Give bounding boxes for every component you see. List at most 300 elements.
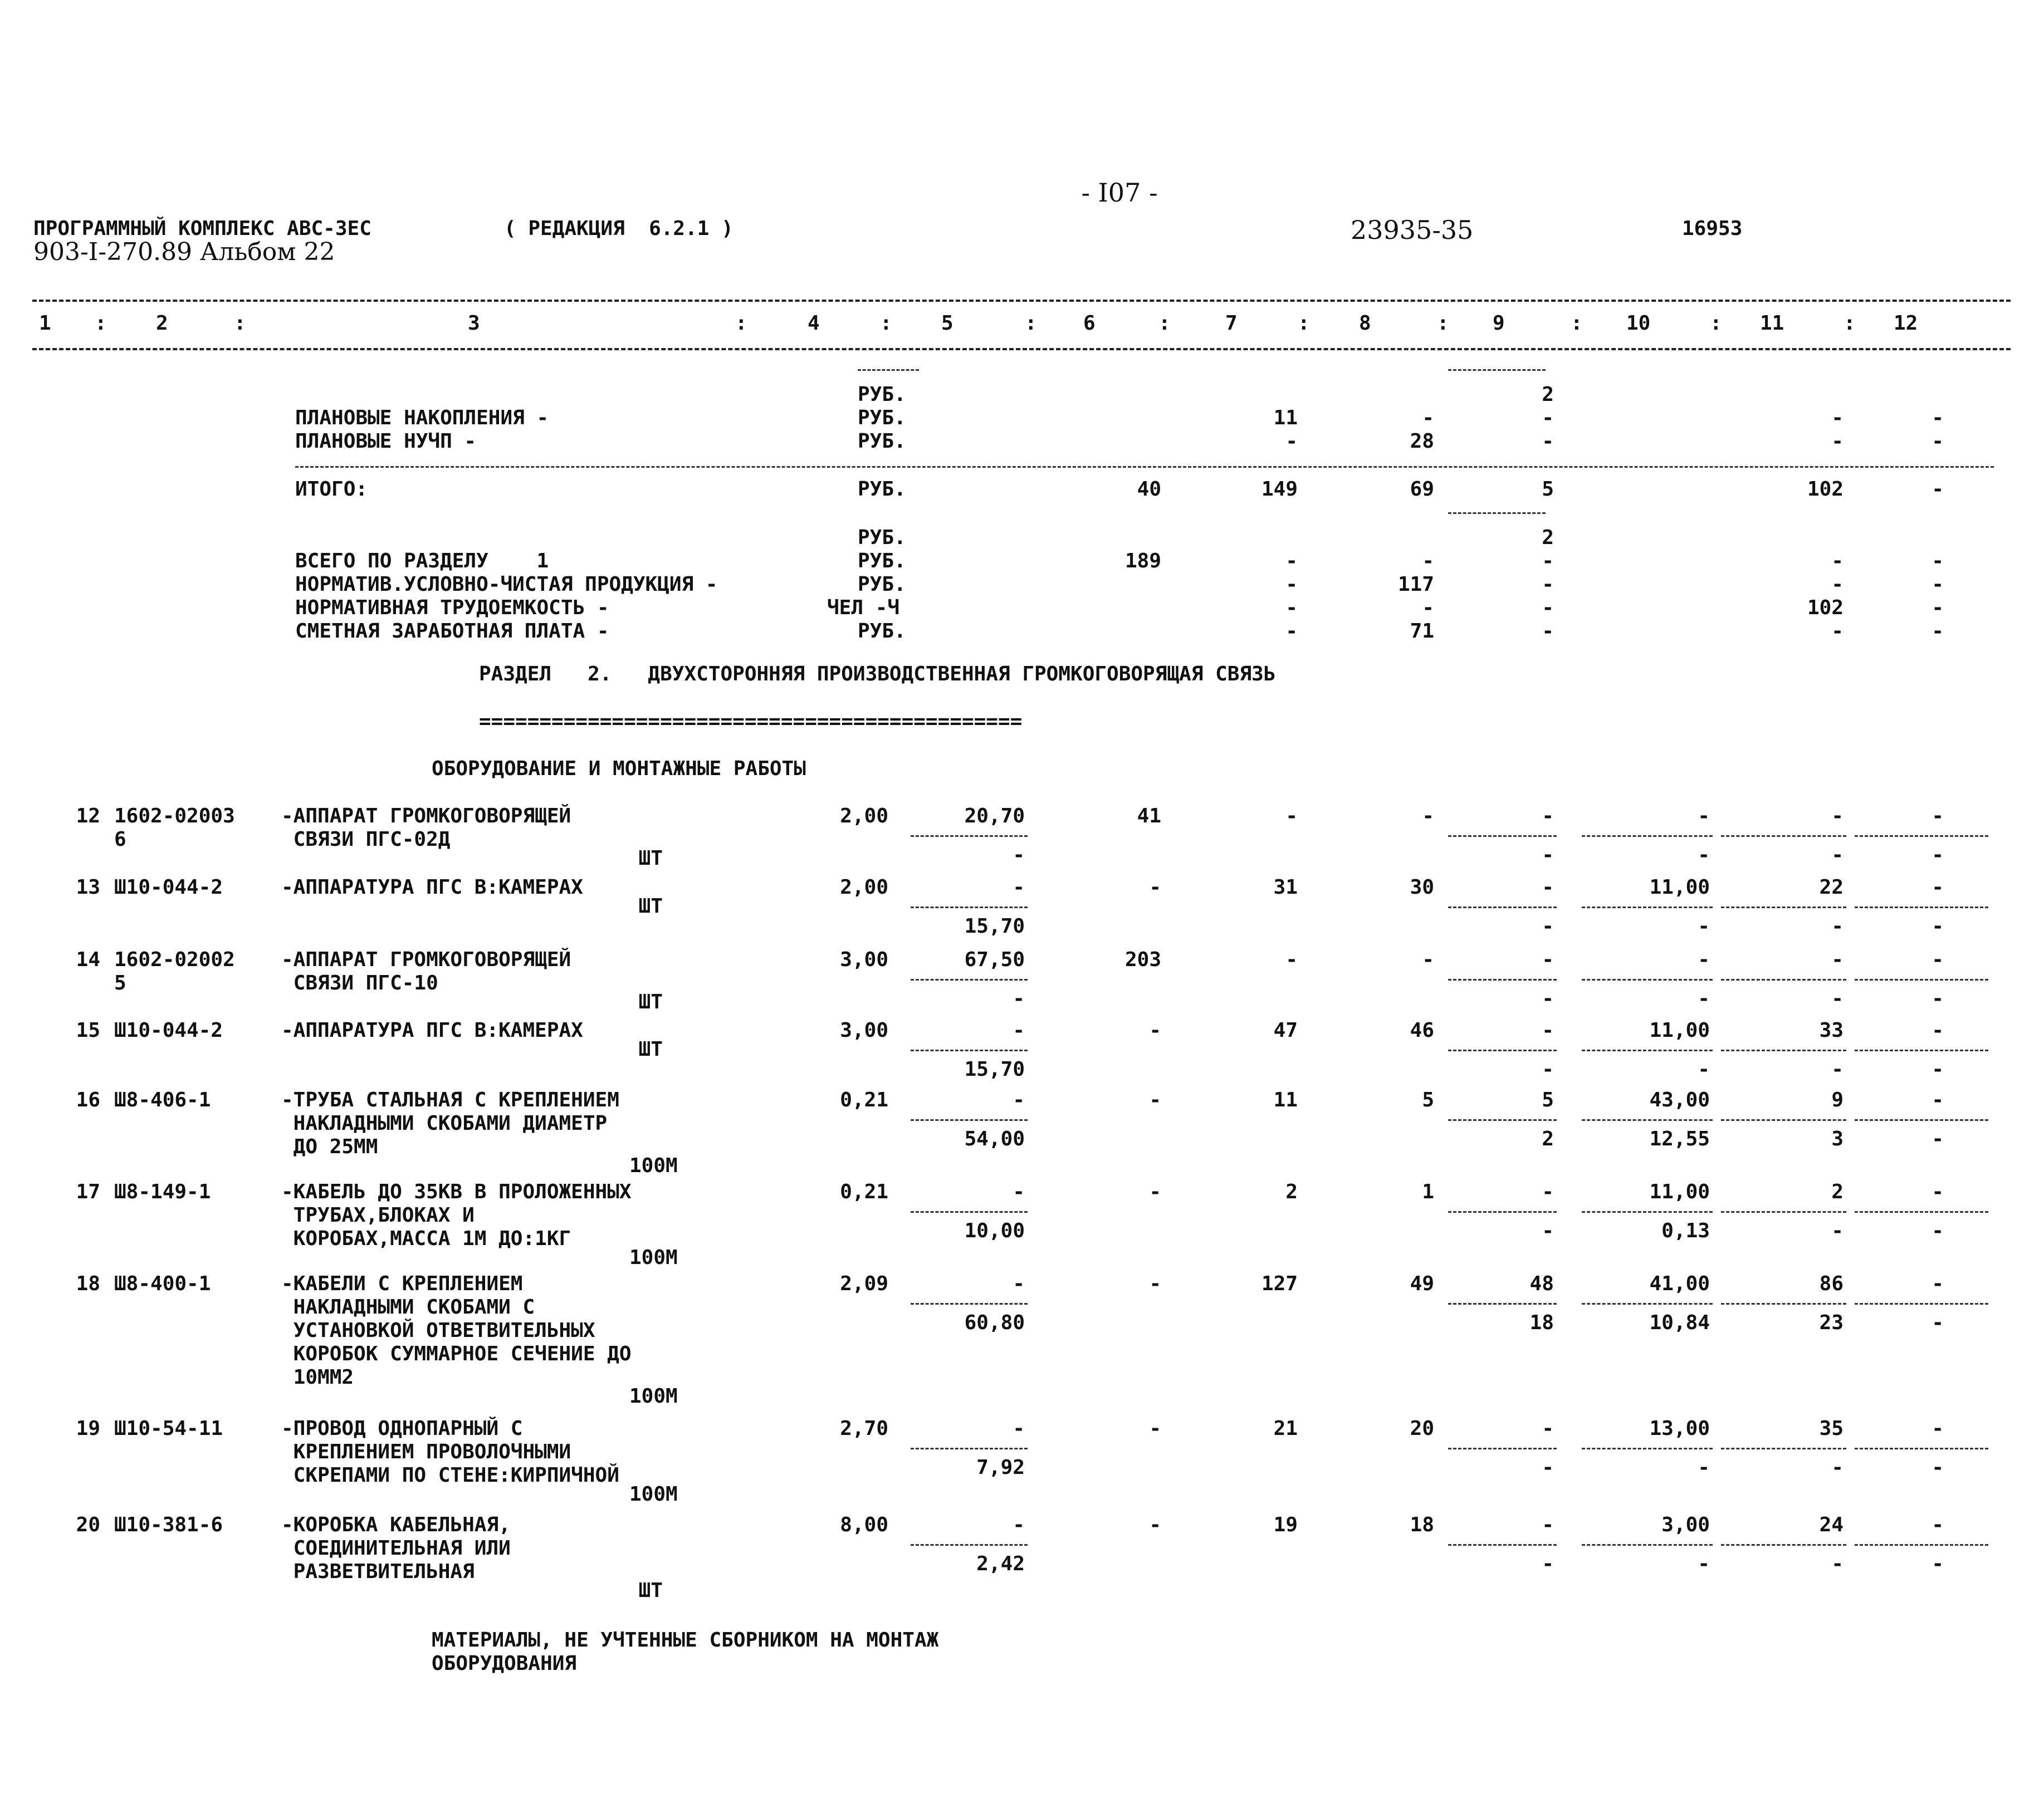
price-rule xyxy=(911,1119,1028,1121)
item-value-c10b: 0,13 xyxy=(1661,1219,1710,1242)
item-value-c9b: - xyxy=(1542,1219,1554,1242)
item-price-sub: 54,00 xyxy=(964,1128,1025,1150)
item-value-c10: 3,00 xyxy=(1661,1513,1710,1536)
item-value-c11: 33 xyxy=(1819,1019,1843,1042)
item-value-c11: 2 xyxy=(1831,1180,1843,1203)
col12-rule xyxy=(1855,1303,1988,1305)
col9-rule xyxy=(1448,1544,1557,1546)
item-price-sub: 7,92 xyxy=(976,1456,1025,1479)
price-rule xyxy=(911,1448,1028,1449)
col10-rule xyxy=(1582,979,1713,981)
section-summary-label: ВСЕГО ПО РАЗДЕЛУ 1 xyxy=(295,550,549,572)
unit-rule xyxy=(858,369,919,371)
stamp-code: 23935-35 xyxy=(1351,215,1474,245)
item-code: Ш8-149-1 xyxy=(114,1180,211,1203)
item-value-c8: 5 xyxy=(1422,1089,1434,1111)
section-summary-unit: РУБ. xyxy=(858,573,906,596)
item-unit: 100М xyxy=(629,1154,678,1177)
column-header-6: 6 xyxy=(1083,312,1096,335)
document-number: 16953 xyxy=(1682,217,1743,240)
item-number: 18 xyxy=(76,1272,100,1295)
item-value-c11b: - xyxy=(1831,1456,1843,1479)
item-quantity: 8,00 xyxy=(840,1513,888,1536)
summary-unit: РУБ. xyxy=(858,406,906,429)
section-summary-value-c9: - xyxy=(1542,620,1554,643)
section-summary-value-c11: 102 xyxy=(1807,596,1843,619)
column-header-3: 3 xyxy=(468,312,480,335)
item-value-c12: - xyxy=(1931,1089,1944,1111)
item-description: СКРЕПАМИ ПО СТЕНЕ:КИРПИЧНОЙ xyxy=(281,1464,619,1487)
item-value-c11b: - xyxy=(1831,987,1843,1010)
price-rule xyxy=(911,1303,1028,1305)
column-separator: : xyxy=(234,312,246,335)
item-price-sub: 60,80 xyxy=(964,1311,1025,1334)
item-value-c6: - xyxy=(1149,1272,1161,1295)
item-value-c9: 5 xyxy=(1542,1089,1554,1111)
item-value-c9b: - xyxy=(1542,987,1554,1010)
item-value-c11: - xyxy=(1831,948,1843,971)
item-description: НАКЛАДНЫМИ СКОБАМИ ДИАМЕТР xyxy=(281,1112,608,1135)
item-value-c10: 11,00 xyxy=(1649,1019,1710,1042)
item-description: СОЕДИНИТЕЛЬНАЯ ИЛИ xyxy=(281,1537,511,1560)
column-separator: : xyxy=(1025,312,1037,335)
column-separator: : xyxy=(1158,312,1171,335)
column-separator: : xyxy=(1710,312,1722,335)
col9-rule xyxy=(1448,1448,1557,1449)
page-number: - I07 - xyxy=(1081,178,1158,208)
summary-value-c11: - xyxy=(1831,406,1843,429)
col10-rule xyxy=(1582,1119,1713,1121)
item-value-c12: - xyxy=(1931,1513,1944,1536)
item-price: 20,70 xyxy=(964,805,1025,827)
column-separator: : xyxy=(880,312,892,335)
section-underline: ============================================= xyxy=(479,710,1023,733)
item-value-c9: - xyxy=(1542,876,1554,899)
item-description: СВЯЗИ ПГС-10 xyxy=(281,972,438,994)
item-value-c7: 11 xyxy=(1273,1089,1298,1111)
summary-label: ПЛАНОВЫЕ НАКОПЛЕНИЯ - xyxy=(295,406,549,429)
col12-rule xyxy=(1855,1544,1988,1546)
item-value-c10: 13,00 xyxy=(1649,1417,1710,1440)
item-price-sub: - xyxy=(1013,844,1025,866)
item-quantity: 3,00 xyxy=(840,1019,888,1042)
item-value-c7: 19 xyxy=(1273,1513,1298,1536)
item-value-c11b: 3 xyxy=(1831,1128,1843,1150)
col11-rule xyxy=(1721,1448,1846,1449)
price-rule xyxy=(911,1544,1028,1546)
item-value-c12: - xyxy=(1931,805,1944,827)
item-quantity: 2,70 xyxy=(840,1417,888,1440)
section-summary-value-c7: - xyxy=(1285,596,1298,619)
item-unit: ШТ xyxy=(638,895,663,918)
price-rule xyxy=(911,1050,1028,1051)
item-description: -ПРОВОД ОДНОПАРНЫЙ С xyxy=(281,1417,523,1440)
section-summary-value-c9: - xyxy=(1542,550,1554,572)
item-unit: 100М xyxy=(629,1385,678,1408)
item-value-c12: - xyxy=(1931,1180,1944,1203)
item-value-c11b: - xyxy=(1831,1552,1843,1575)
summary-value-c12: - xyxy=(1931,406,1944,429)
item-value-c9b: - xyxy=(1542,1456,1554,1479)
column-separator: : xyxy=(95,312,107,335)
item-value-c11b: - xyxy=(1831,915,1843,938)
column-header-9: 9 xyxy=(1493,312,1505,335)
col9-rule xyxy=(1448,907,1557,908)
item-value-c10: 43,00 xyxy=(1649,1089,1710,1111)
col9-rule xyxy=(1448,1119,1557,1121)
column-separator: : xyxy=(1843,312,1856,335)
section-summary-value-c8: - xyxy=(1422,550,1434,572)
col9-rule xyxy=(1448,1303,1557,1305)
item-value-c12b: - xyxy=(1931,987,1944,1010)
item-code: Ш8-400-1 xyxy=(114,1272,211,1295)
item-quantity: 2,00 xyxy=(840,876,888,899)
price-rule xyxy=(911,835,1028,837)
item-value-c11: 24 xyxy=(1819,1513,1843,1536)
col9-rule xyxy=(1448,369,1546,371)
item-value-c10b: - xyxy=(1698,987,1710,1010)
item-value-c9b: - xyxy=(1542,1058,1554,1081)
item-value-c11: - xyxy=(1831,805,1843,827)
item-value-c8: - xyxy=(1422,805,1434,827)
column-separator: : xyxy=(1437,312,1449,335)
item-value-c12b: - xyxy=(1931,915,1944,938)
section-summary-value-c11: - xyxy=(1831,550,1843,572)
item-value-c10: - xyxy=(1698,805,1710,827)
item-value-c10b: - xyxy=(1698,844,1710,866)
col11-rule xyxy=(1721,1211,1846,1213)
col11-rule xyxy=(1721,979,1846,981)
item-value-c10: 41,00 xyxy=(1649,1272,1710,1295)
item-description: -АППАРАТ ГРОМКОГОВОРЯЩЕЙ xyxy=(281,805,571,827)
price-rule xyxy=(911,1211,1028,1213)
itogo-value-c8: 69 xyxy=(1410,478,1434,501)
section-summary-value-c8: 71 xyxy=(1410,620,1434,643)
item-price: - xyxy=(1013,876,1025,899)
item-value-c6: - xyxy=(1149,1089,1161,1111)
item-value-c11: 86 xyxy=(1819,1272,1843,1295)
item-number: 12 xyxy=(76,805,100,827)
item-number: 14 xyxy=(76,948,100,971)
item-quantity: 0,21 xyxy=(840,1089,888,1111)
item-unit: 100М xyxy=(629,1246,678,1269)
item-value-c7: 21 xyxy=(1273,1417,1298,1440)
col11-rule xyxy=(1721,1050,1846,1051)
section-summary-unit: РУБ. xyxy=(858,620,906,643)
item-price: - xyxy=(1013,1019,1025,1042)
item-description: 10ММ2 xyxy=(281,1366,354,1389)
summary-value-c8: - xyxy=(1422,406,1434,429)
section-summary-value-c8: 117 xyxy=(1397,573,1434,596)
item-description: НАКЛАДНЫМИ СКОБАМИ С xyxy=(281,1296,535,1319)
section-summary-value-c7: - xyxy=(1285,620,1298,643)
item-value-c8: 49 xyxy=(1410,1272,1434,1295)
item-value-c10: - xyxy=(1698,948,1710,971)
col12-rule xyxy=(1855,907,1988,908)
item-unit: ШТ xyxy=(638,1038,663,1061)
item-description: РАЗВЕТВИТЕЛЬНАЯ xyxy=(281,1560,475,1583)
item-number: 15 xyxy=(76,1019,100,1042)
item-price-sub: 15,70 xyxy=(964,915,1025,938)
col12-rule xyxy=(1855,1211,1988,1213)
col12-rule xyxy=(1855,1448,1988,1449)
col9-rule xyxy=(1448,835,1557,837)
item-price-sub: - xyxy=(1013,987,1025,1010)
col10-rule xyxy=(1582,1544,1713,1546)
section-summary-value-c12: - xyxy=(1931,550,1944,572)
item-value-c7: - xyxy=(1285,948,1298,971)
item-value-c10b: - xyxy=(1698,1456,1710,1479)
section-summary-value-c8: - xyxy=(1422,596,1434,619)
itogo-value-c9: 5 xyxy=(1542,478,1554,501)
itogo-unit: РУБ. xyxy=(858,478,906,501)
item-quantity: 0,21 xyxy=(840,1180,888,1203)
item-description: СВЯЗИ ПГС-02Д xyxy=(281,828,451,851)
price-rule xyxy=(911,979,1028,981)
summary-unit: РУБ. xyxy=(858,383,906,406)
item-value-c10b: - xyxy=(1698,915,1710,938)
summary-value-c7: 11 xyxy=(1273,406,1298,429)
item-value-c12b: - xyxy=(1931,1456,1944,1479)
item-value-c12: - xyxy=(1931,948,1944,971)
item-value-c10b: - xyxy=(1698,1058,1710,1081)
item-value-c8: - xyxy=(1422,948,1434,971)
col11-rule xyxy=(1721,1119,1846,1121)
col10-rule xyxy=(1582,907,1713,908)
item-value-c8: 1 xyxy=(1422,1180,1434,1203)
item-value-c6: - xyxy=(1149,1180,1161,1203)
section-summary-unit: РУБ. xyxy=(858,550,906,572)
col10-rule xyxy=(1582,1303,1713,1305)
section-summary-unit: РУБ. xyxy=(858,526,906,549)
itogo-value-c11: 102 xyxy=(1807,478,1843,501)
item-code: Ш10-54-11 xyxy=(114,1417,223,1440)
header-rule-top xyxy=(32,300,2011,302)
item-price-sub: 10,00 xyxy=(964,1219,1025,1242)
column-separator: : xyxy=(1298,312,1310,335)
itogo-label: ИТОГО: xyxy=(295,478,368,501)
item-value-c12: - xyxy=(1931,1272,1944,1295)
item-value-c7: 47 xyxy=(1273,1019,1298,1042)
item-value-c9: - xyxy=(1542,948,1554,971)
item-value-c12b: - xyxy=(1931,1552,1944,1575)
item-description: -ТРУБА СТАЛЬНАЯ С КРЕПЛЕНИЕМ xyxy=(281,1089,619,1111)
col9-rule xyxy=(1448,1211,1557,1213)
section-summary-value-c12: - xyxy=(1931,573,1944,596)
item-value-c12b: - xyxy=(1931,1058,1944,1081)
summary-value-c8: 28 xyxy=(1410,430,1434,453)
item-code: 1602-02002 xyxy=(114,948,235,971)
itogo-rule xyxy=(295,466,1994,468)
col9-rule xyxy=(1448,1050,1557,1051)
column-separator: : xyxy=(1571,312,1583,335)
col11-rule xyxy=(1721,835,1846,837)
item-description: КОРОБОК СУММАРНОЕ СЕЧЕНИЕ ДО xyxy=(281,1343,632,1365)
item-unit: ШТ xyxy=(638,991,663,1013)
item-value-c6: - xyxy=(1149,1417,1161,1440)
item-value-c12b: - xyxy=(1931,1128,1944,1150)
item-code: 1602-02003 xyxy=(114,805,235,827)
item-value-c6: 41 xyxy=(1137,805,1161,827)
column-separator: : xyxy=(735,312,747,335)
item-price: - xyxy=(1013,1417,1025,1440)
column-header-8: 8 xyxy=(1359,312,1371,335)
item-value-c9b: 18 xyxy=(1529,1311,1554,1334)
item-value-c11: 35 xyxy=(1819,1417,1843,1440)
item-description: КОРОБАХ,МАССА 1М ДО:1КГ xyxy=(281,1227,571,1250)
item-quantity: 3,00 xyxy=(840,948,888,971)
item-value-c10b: 10,84 xyxy=(1649,1311,1710,1334)
item-description: -КАБЕЛИ С КРЕПЛЕНИЕМ xyxy=(281,1272,523,1295)
item-quantity: 2,00 xyxy=(840,805,888,827)
header-rule-bottom xyxy=(32,348,2011,350)
item-code-suffix: 6 xyxy=(114,828,126,851)
item-quantity: 2,09 xyxy=(840,1272,888,1295)
column-header-4: 4 xyxy=(808,312,820,335)
item-value-c11b: - xyxy=(1831,1219,1843,1242)
item-value-c9: - xyxy=(1542,1417,1554,1440)
column-header-2: 2 xyxy=(156,312,168,335)
item-value-c9: - xyxy=(1542,1180,1554,1203)
item-price: 67,50 xyxy=(964,948,1025,971)
col12-rule xyxy=(1855,835,1988,837)
col12-rule xyxy=(1855,979,1988,981)
document-reference: 903-I-270.89 Альбом 22 xyxy=(33,238,335,266)
col10-rule xyxy=(1582,1448,1713,1449)
item-value-c9b: - xyxy=(1542,1552,1554,1575)
summary-value-c9: - xyxy=(1542,406,1554,429)
col11-rule xyxy=(1721,907,1846,908)
section-summary-value-c7: - xyxy=(1285,573,1298,596)
item-unit: ШТ xyxy=(638,847,663,870)
summary-value-c9: - xyxy=(1542,430,1554,453)
item-description: -КАБЕЛЬ ДО 35КВ В ПРОЛОЖЕННЫХ xyxy=(281,1180,632,1203)
summary-label: ПЛАНОВЫЕ НУЧП - xyxy=(295,430,477,453)
summary-value-c12: - xyxy=(1931,430,1944,453)
item-number: 19 xyxy=(76,1417,100,1440)
summary-value-c7: - xyxy=(1285,430,1298,453)
col9-rule xyxy=(1448,979,1557,981)
col10-rule xyxy=(1582,1211,1713,1213)
item-value-c7: 31 xyxy=(1273,876,1298,899)
item-value-c6: - xyxy=(1149,1513,1161,1536)
item-code: Ш8-406-1 xyxy=(114,1089,211,1111)
item-description: -КОРОБКА КАБЕЛЬНАЯ, xyxy=(281,1513,511,1536)
item-value-c8: 20 xyxy=(1410,1417,1434,1440)
item-value-c12: - xyxy=(1931,1019,1944,1042)
item-value-c10: 11,00 xyxy=(1649,876,1710,899)
col12-rule xyxy=(1855,1119,1988,1121)
item-value-c11: 9 xyxy=(1831,1089,1843,1111)
item-price: - xyxy=(1013,1089,1025,1111)
column-header-5: 5 xyxy=(941,312,953,335)
itogo-value-c7: 149 xyxy=(1261,478,1298,501)
item-value-c12b: - xyxy=(1931,844,1944,866)
item-description: КРЕПЛЕНИЕМ ПРОВОЛОЧНЫМИ xyxy=(281,1441,571,1463)
section-summary-value-c9: 2 xyxy=(1542,526,1554,549)
item-price: - xyxy=(1013,1180,1025,1203)
item-value-c8: 46 xyxy=(1410,1019,1434,1042)
item-value-c6: 203 xyxy=(1124,948,1161,971)
section-summary-value-c9: - xyxy=(1542,573,1554,596)
item-number: 13 xyxy=(76,876,100,899)
item-description: -АППАРАТ ГРОМКОГОВОРЯЩЕЙ xyxy=(281,948,571,971)
item-value-c7: 2 xyxy=(1285,1180,1298,1203)
column-header-1: 1 xyxy=(39,312,51,335)
item-description: -АППАРАТУРА ПГС В:КАМЕРАХ xyxy=(281,1019,583,1042)
item-number: 20 xyxy=(76,1513,100,1536)
section-summary-value-c12: - xyxy=(1931,620,1944,643)
item-description: УСТАНОВКОЙ ОТВЕТВИТЕЛЬНЫХ xyxy=(281,1319,595,1342)
item-value-c10: 11,00 xyxy=(1649,1180,1710,1203)
section-summary-label: НОРМАТИВНАЯ ТРУДОЕМКОСТЬ - xyxy=(295,596,609,619)
column-header-11: 11 xyxy=(1760,312,1784,335)
column-header-7: 7 xyxy=(1225,312,1238,335)
section-summary-unit: ЧЕЛ -Ч xyxy=(827,596,900,619)
section-summary-value-c11: - xyxy=(1831,573,1843,596)
item-value-c9b: 2 xyxy=(1542,1128,1554,1150)
item-price-sub: 15,70 xyxy=(964,1058,1025,1081)
item-value-c11b: - xyxy=(1831,844,1843,866)
item-unit: 100М xyxy=(629,1483,678,1506)
item-value-c11: 22 xyxy=(1819,876,1843,899)
section-summary-value-c7: - xyxy=(1285,550,1298,572)
footer-note: ОБОРУДОВАНИЯ xyxy=(432,1652,577,1675)
item-description: ТРУБАХ,БЛОКАХ И xyxy=(281,1204,475,1227)
item-price: - xyxy=(1013,1272,1025,1295)
subsection-title: ОБОРУДОВАНИЕ И МОНТАЖНЫЕ РАБОТЫ xyxy=(432,757,806,780)
column-header-10: 10 xyxy=(1626,312,1651,335)
item-value-c11b: 23 xyxy=(1819,1311,1843,1334)
item-value-c12b: - xyxy=(1931,1219,1944,1242)
col10-rule xyxy=(1582,1050,1713,1051)
section-title: РАЗДЕЛ 2. ДВУХСТОРОННЯЯ ПРОИЗВОДСТВЕННАЯ ГРОМКОГОВОРЯЩАЯ СВЯЗЬ xyxy=(479,663,1276,685)
item-value-c9: - xyxy=(1542,805,1554,827)
item-value-c9b: - xyxy=(1542,915,1554,938)
item-number: 17 xyxy=(76,1180,100,1203)
item-value-c9: - xyxy=(1542,1513,1554,1536)
col10-rule xyxy=(1582,835,1713,837)
item-code: Ш10-044-2 xyxy=(114,876,223,899)
itogo-value-c6: 40 xyxy=(1137,478,1161,501)
footer-note: МАТЕРИАЛЫ, НЕ УЧТЕННЫЕ СБОРНИКОМ НА МОНТАЖ xyxy=(432,1629,939,1652)
item-price-sub: 2,42 xyxy=(976,1552,1025,1575)
section-summary-value-c9: - xyxy=(1542,596,1554,619)
col11-rule xyxy=(1721,1303,1846,1305)
itogo-value-c12: - xyxy=(1931,478,1944,501)
item-code-suffix: 5 xyxy=(114,972,126,994)
section-summary-value-c12: - xyxy=(1931,596,1944,619)
item-value-c9: 48 xyxy=(1529,1272,1554,1295)
item-value-c12: - xyxy=(1931,1417,1944,1440)
section-summary-label: СМЕТНАЯ ЗАРАБОТНАЯ ПЛАТА - xyxy=(295,620,609,643)
section-summary-label: НОРМАТИВ.УСЛОВНО-ЧИСТАЯ ПРОДУКЦИЯ - xyxy=(295,573,718,596)
item-value-c9b: - xyxy=(1542,844,1554,866)
item-description: ДО 25ММ xyxy=(281,1135,378,1158)
item-unit: ШТ xyxy=(638,1579,663,1602)
item-value-c6: - xyxy=(1149,876,1161,899)
summary-value-c9: 2 xyxy=(1542,383,1554,406)
item-value-c8: 18 xyxy=(1410,1513,1434,1536)
item-value-c11b: - xyxy=(1831,1058,1843,1081)
section-summary-value-c6: 189 xyxy=(1124,550,1161,572)
col9-rule xyxy=(1448,512,1546,514)
item-value-c6: - xyxy=(1149,1019,1161,1042)
item-value-c9: - xyxy=(1542,1019,1554,1042)
program-name: ПРОГРАММНЫЙ КОМПЛЕКС АВС-ЗЕС xyxy=(33,217,371,240)
price-rule xyxy=(911,907,1028,908)
item-value-c7: 127 xyxy=(1261,1272,1298,1295)
